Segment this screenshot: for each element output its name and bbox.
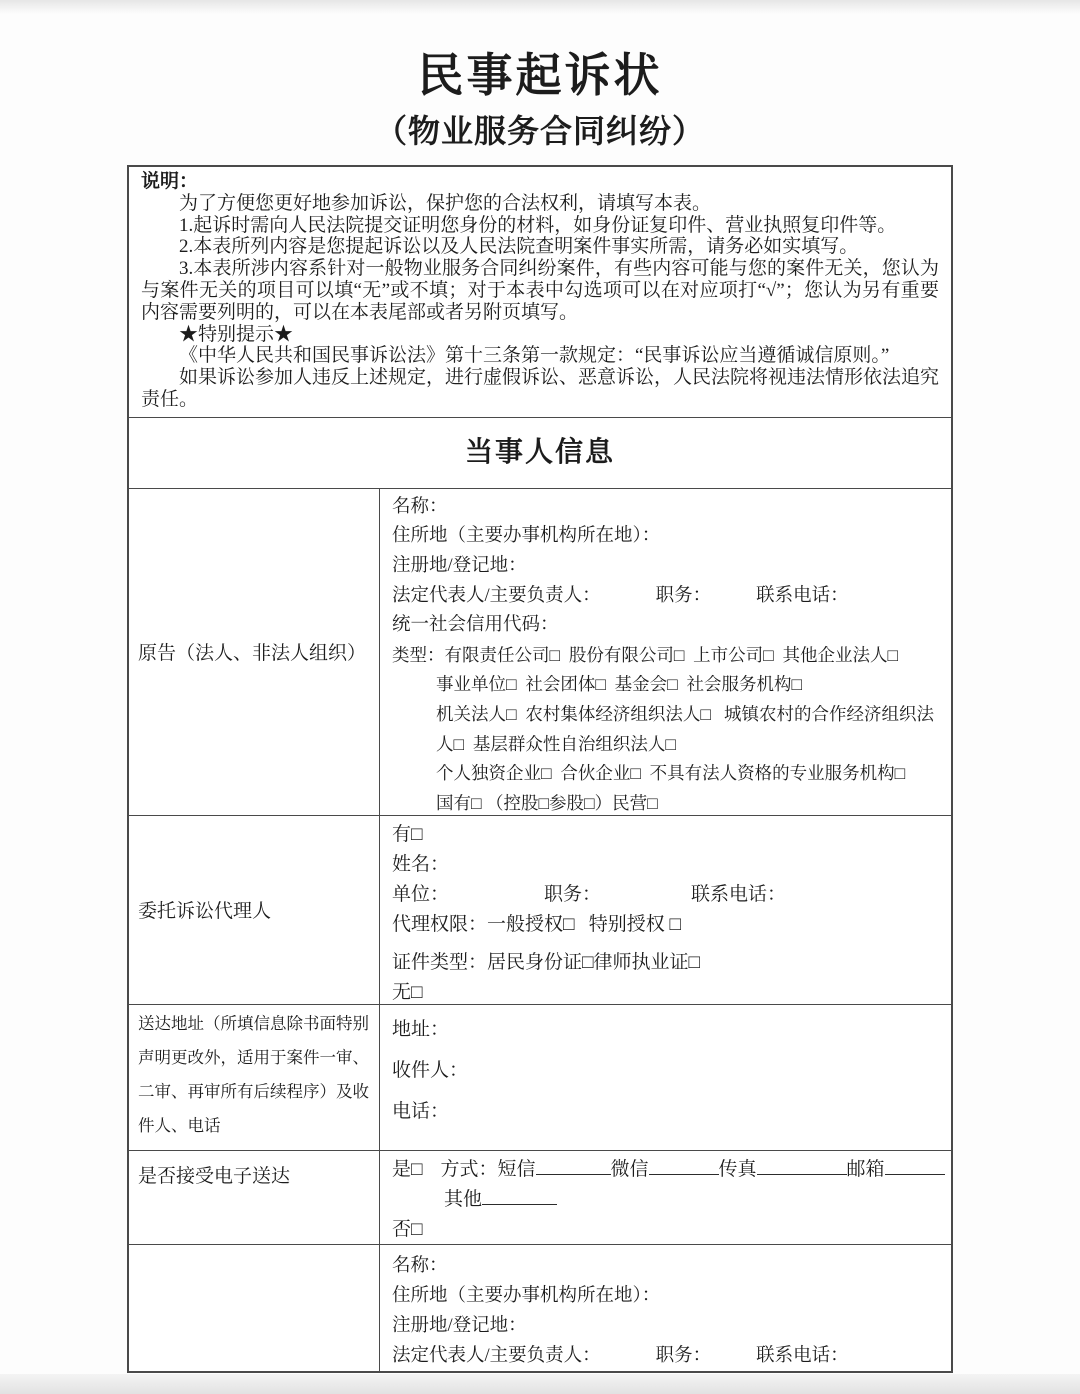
agent-cert-type-options: 证件类型：居民身份证□律师执业证□ [392,951,700,973]
electronic-service-label-cell [129,1151,380,1244]
instructions-box [129,167,951,418]
electronic-method-label: 方式： [440,1158,498,1180]
instructions-paragraph: 2.本表所列内容是您提起诉讼以及人民法院查明案件事实所需，请务必如实填写。 [179,236,859,258]
agent-phone-field: 联系电话： [691,883,787,905]
scan-edge-bottom [0,1374,1080,1394]
agent-fields-cell [380,816,951,1004]
type-options-line: 机关法人□ 农村集体经济组织法人□ 城镇农村的合作经济组织法 [436,703,935,724]
second-party-phone-field: 联系电话： [756,1345,849,1366]
plaintiff-phone-field: 联系电话： [756,585,849,606]
instructions-paragraph: 1.起诉时需向人民法院提交证明您身份的材料，如身份证复印件、营业执照复印件等。 [179,214,897,236]
electronic-fax-label: 传真 [718,1158,757,1180]
agent-unit-line [392,880,947,910]
plaintiff-credit-code-field: 统一社会信用代码： [392,615,559,636]
service-address-field: 地址： [392,1018,450,1040]
agent-label-cell [129,816,380,1004]
law-citation: 《中华人民共和国民事诉讼法》第十三条第一款规定：“民事诉讼应当遵循诚信原则。” [179,345,890,367]
electronic-yes-checkbox: 是□ [392,1158,423,1180]
party-info-section-header: 当事人信息 [129,418,951,489]
electronic-service-fields-cell [380,1151,951,1244]
instructions-label: 说明： [141,171,199,192]
type-options-line: 个人独资企业□ 合伙企业□ 不具有法人资格的专业服务机构□ [436,763,906,784]
plaintiff-legal-rep-field: 法定代表人/主要负责人： [392,585,601,606]
service-address-fields-cell [380,1005,951,1150]
type-options-line: 人□ 基层群众性自治组织法人□ [436,733,676,754]
type-options-line: 国有□ （控股□参股□）民营□ [436,792,658,813]
plaintiff-row [129,489,951,816]
electronic-no-checkbox: 否□ [392,1218,423,1240]
plaintiff-domicile-field: 住所地（主要办事机构所在地）： [392,526,661,547]
sms-blank-line [536,1159,611,1175]
wechat-blank-line [649,1159,719,1175]
electronic-sms-label: 短信 [497,1158,536,1180]
plaintiff-legal-rep-line [392,582,947,612]
type-options-line: 类型：有限责任公司□ 股份有限公司□ 上市公司□ 其他企业法人□ [392,644,899,665]
instructions-paragraph: 为了方便您更好地参加诉讼，保护您的合法权利，请填写本表。 [179,192,712,214]
instructions-paragraph: 3.本表所涉内容系针对一般物业服务合同纠纷案件，有些内容可能与您的案件无关，您认为与案件无关的项目可以填“无”或不填；对于本表中勾选项可以在对应项打“√”；您认为另有重要内容需要列明的，可以在本表尾部或者另附页填写。 [141,258,939,323]
second-party-label-cell [129,1245,380,1371]
agent-name-field: 姓名： [392,853,450,875]
agent-row [129,816,951,1005]
document-title: 民事起诉状 [417,50,663,101]
service-address-row [129,1005,951,1151]
other-blank-line [482,1189,557,1205]
fax-blank-line [757,1159,847,1175]
second-party-name-field: 名称： [392,1255,448,1276]
electronic-yes-line [392,1155,947,1185]
type-options-line: 事业单位□ 社会团体□ 基金会□ 社会服务机构□ [436,674,803,695]
second-party-fields-cell [380,1245,951,1371]
second-party-duty-field: 职务： [655,1345,712,1366]
agent-has-checkbox: 有□ [392,823,423,845]
special-notice-heading: ★特别提示★ [179,323,294,345]
document-subtitle: （物业服务合同纠纷） [374,113,705,149]
electronic-other-label: 其他 [444,1188,483,1210]
agent-duty-field: 职务： [544,883,602,905]
agent-none-checkbox: 无□ [392,981,423,1003]
plaintiff-name-field: 名称： [392,496,448,517]
electronic-other-line [444,1185,947,1215]
email-blank-line [885,1159,945,1175]
service-phone-field: 电话： [392,1100,450,1122]
agent-label: 委托诉讼代理人 [138,901,272,923]
service-recipient-field: 收件人： [392,1059,469,1081]
agent-authority-options: 代理权限：一般授权□ 特别授权 □ [392,913,681,935]
plaintiff-fields-cell [380,489,951,815]
electronic-service-label: 是否接受电子送达 [138,1165,291,1187]
second-party-registered-field: 注册地/登记地： [392,1315,527,1336]
service-address-label: 送达地址（所填信息除书面特别声明更改外，适用于案件一审、二审、再审所有后续程序）及收件人、电话 [129,1005,380,1150]
plaintiff-type-options [392,641,947,819]
plaintiff-label: 原告（法人、非法人组织） [138,643,367,665]
second-party-domicile-field: 住所地（主要办事机构所在地）： [392,1285,661,1306]
second-party-row [129,1245,951,1371]
second-party-legal-rep-line [392,1341,947,1371]
second-party-legal-rep-field: 法定代表人/主要负责人： [392,1345,601,1366]
plaintiff-label-cell [129,489,380,815]
electronic-service-row [129,1151,951,1245]
electronic-wechat-label: 微信 [610,1158,649,1180]
liability-warning: 如果诉讼参加人违反上述规定，进行虚假诉讼、恶意诉讼，人民法院将视违法情形依法追究责任。 [141,367,940,410]
plaintiff-duty-field: 职务： [655,585,712,606]
form-frame [127,165,953,1373]
plaintiff-registered-field: 注册地/登记地： [392,555,527,576]
electronic-email-label: 邮箱 [846,1158,885,1180]
document-page [127,0,953,1373]
agent-unit-field: 单位： [392,883,450,905]
